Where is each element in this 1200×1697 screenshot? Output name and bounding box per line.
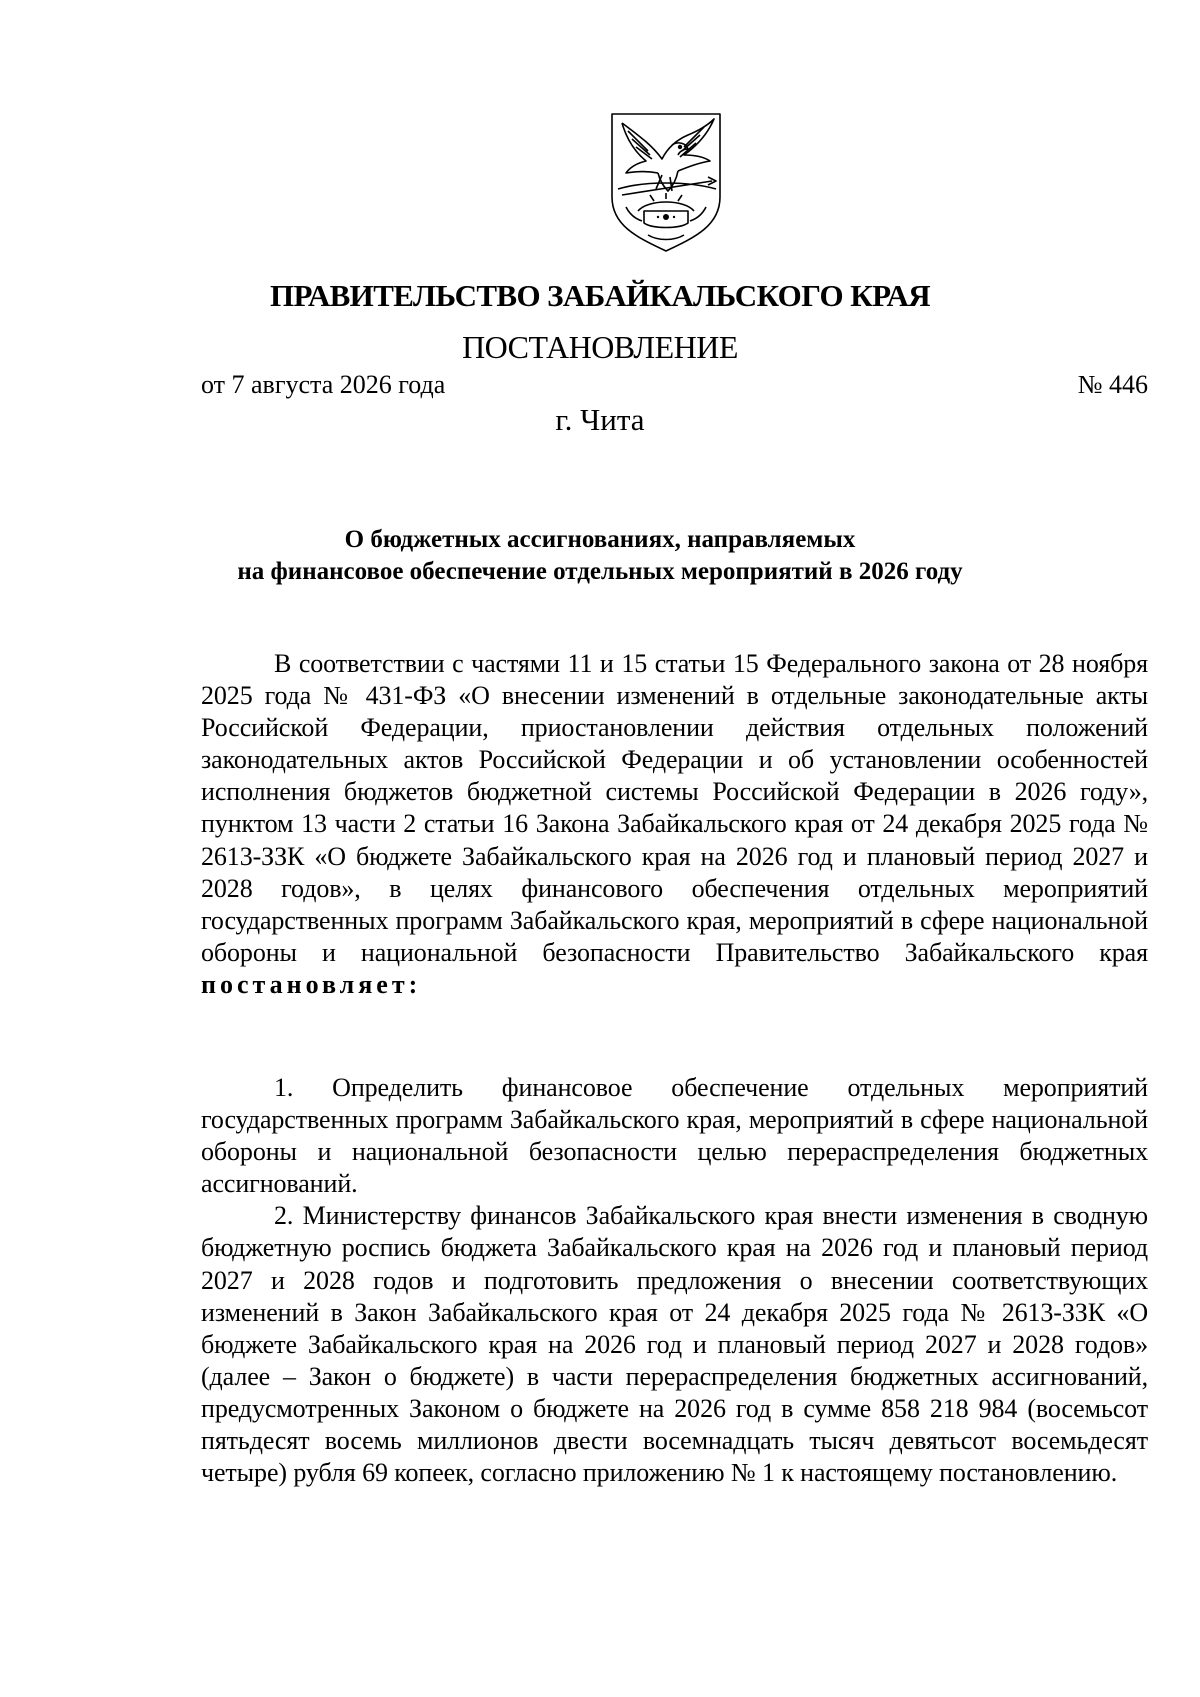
items-list [201, 1072, 1148, 1489]
zabaykalsky-coat-of-arms-icon [608, 111, 724, 259]
preamble-text: В соответствии с частями 11 и 15 статьи 15 Федерального закона от 28 ноября 2025 года № 431-ФЗ «О внесении изменений в отдельные законодательные акты Российской Федерации, приостановлении действия отдельных положений законодательных актов Российской Федерации и об установлении особенностей исполнения бюджетов бюджетной системы Российской Федерации в 2026 году», пунктом 13 части 2 статьи 16 Закона Забайкальского края от 24 декабря 2025 года № 2613-ЗЗК «О бюджете Забайкальского края на 2026 год и плановый период 2027 и 2028 годов», в целях финансового обеспечения отдельных мероприятий государственных программ Забайкальского края, мероприятий в сфере национальной обороны и национальной безопасности Правительство Забайкальского края [201, 649, 1148, 967]
preamble-paragraph [201, 648, 1148, 1001]
document-date: от 7 августа 2026 года [201, 370, 446, 399]
document-number: № 446 [1077, 370, 1148, 399]
document-title-line-2: на финансовое обеспечение отдельных мероприятий в 2026 году [237, 558, 963, 585]
document-type: ПОСТАНОВЛЕНИЕ [462, 329, 738, 365]
resolves-word: постановляет: [201, 969, 422, 999]
document-city: г. Чита [555, 402, 645, 437]
list-item: 1. Определить финансовое обеспечение отдельных мероприятий государственных программ Забайкальского края, мероприятий в сфере национальной обороны и национальной безопасности целью перераспределения бюджетных ассигнований. [201, 1073, 1148, 1199]
list-item: 2. Министерству финансов Забайкальского края внести изменения в сводную бюджетную роспись бюджета Забайкальского края на 2026 год и плановый период 2027 и 2028 годов и подготовить предложения о внесении соответствующих изменений в Закон Забайкальского края от 24 декабря 2025 года № 2613-ЗЗК «О бюджете Забайкальского края на 2026 год и плановый период 2027 и 2028 годов» (далее – Закон о бюджете) в части перераспределения бюджетных ассигнований, предусмотренных Законом о бюджете на 2026 год в сумме 858 218 984 (восемьсот пятьдесят восемь миллионов двести восемнадцать тысяч девятьсот восемьдесят четыре) рубля 69 копеек, согласно приложению № 1 к настоящему постановлению. [201, 1201, 1148, 1488]
organization-name: ПРАВИТЕЛЬСТВО ЗАБАЙКАЛЬСКОГО КРАЯ [269, 278, 931, 313]
document-title-line-1: О бюджетных ассигнованиях, направляемых [344, 526, 856, 553]
document-title [150, 524, 1050, 588]
